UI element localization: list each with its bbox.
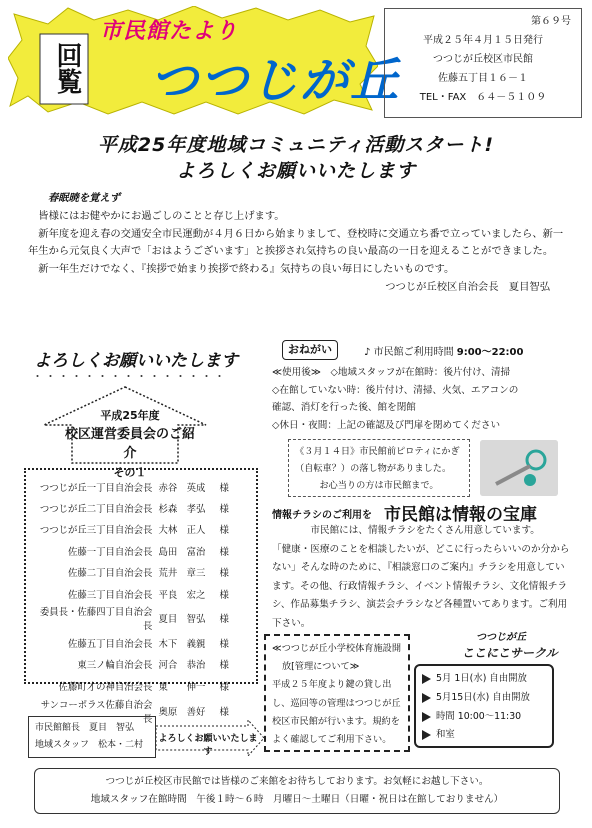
table-row [32, 604, 250, 632]
usage-rules [272, 364, 572, 434]
usage-line: ◇休日・夜間：上記の確認及び門扉を閉めてください [272, 419, 501, 431]
footer-box [34, 768, 560, 814]
footer-line-2: 地域スタッフ在館時間 午後１時～６時 月曜日～土曜日（日曜・祝日は在館しておりません） [90, 794, 504, 805]
table-row [32, 654, 250, 675]
committee-members-table [24, 468, 258, 725]
flyer-lead: 情報チラシのご利用を [272, 510, 372, 521]
hours-value: 9:00～22:00 [456, 347, 524, 358]
member-org: つつじが丘三丁目自治会長 [39, 525, 153, 537]
member-name: 島田 富治 [158, 546, 206, 558]
publish-date: 平成２５年４月１５日発行 [423, 35, 543, 46]
park-line: し、巡回等の管理はつつじが丘 [272, 697, 401, 709]
lost-line: （自転車？）の落し物がありました。 [295, 463, 452, 474]
schedule-row: 5月 1日(水) 自由開放 [422, 670, 546, 689]
member-name: 河合 恭治 [158, 660, 206, 672]
member-suffix: 様 [219, 568, 229, 580]
member-org: 佐藤五丁目自治会長 [68, 639, 153, 651]
flyer-body [272, 522, 572, 634]
member-name: 東 伸一 [158, 681, 206, 693]
flyer-line: 「健康・医療のことを相談したいが、どこに行ったらいいのか分からない」そんな時のために、『相談窓口のご案内』チラシを用意しています。その他、行政情報チラシ、イベント情報チラシ、文化情報チラシ、作品募集チラシ、演芸会チラシなど各種置いてあります。ご利用下さい。 [272, 543, 570, 629]
member-name: 大林 正人 [158, 525, 206, 537]
onegai-badge: おねがい [282, 340, 338, 360]
table-row [32, 519, 250, 540]
member-org: 佐藤町才の神自治会長 [58, 681, 153, 693]
member-suffix: 様 [219, 639, 229, 651]
member-suffix: 様 [219, 589, 229, 601]
greeting-signature: つつじが丘校区自治会長 夏目智弘 [385, 280, 550, 293]
usage-line: ≪使用後≫ ◇地域スタッフが在館時：後片付け、清掃 [272, 367, 511, 378]
greeting-paragraph: 新一年生だけでなく、『挨拶で始まり挨拶で終わる』気持ちの良い毎日にしたいものです。 [38, 263, 455, 276]
banner-line-1: 平成25年度地域コミュニティ活動スタート! [97, 134, 495, 156]
greeting-paragraph: 皆様にはお健やかにお過ごしのことと存じ上げます。 [38, 209, 285, 222]
flyer-line: 市民館には、情報チラシをたくさん用意しています。 [310, 525, 540, 536]
circulate-label: 回覧 [52, 42, 82, 94]
member-org: つつじが丘二丁目自治会長 [39, 504, 153, 516]
bell-icon: ♪ [364, 347, 371, 358]
greeting-paragraph: 新年度を迎え春の交通安全市民運動が４月６日から始まりまして、登校時に交通立ち番で立っていましたら、新一年生から元気良く大声で「おはようございます」と挨拶され気持ちの良い最高の一日を迎えることができました。 [28, 227, 564, 258]
member-name: 荒井 章三 [158, 568, 206, 580]
staff-box [28, 716, 156, 758]
member-name: 平良 宏之 [158, 589, 206, 601]
table-row [32, 583, 250, 604]
park-line: ≪つつじが丘小学校体育施設開 [272, 643, 402, 654]
dotted-divider: ・・・・・・・・・・・・・・・ [32, 370, 227, 383]
schedule-row: 時間 10:00～11:30 [422, 708, 546, 727]
table-row [32, 632, 250, 653]
notice-part: その１ [113, 466, 147, 479]
staff-local: 地域スタッフ 松本・二村 [35, 740, 144, 750]
publisher-tel: TEL・FAX ６４－５１０９ [419, 92, 547, 103]
newsletter-title: つつじが丘 [150, 53, 401, 109]
hours-label: 市民館ご利用時間 [373, 347, 454, 358]
publisher-address: 佐藤五丁目１６－１ [438, 73, 528, 84]
member-org: 佐藤一丁目自治会長 [68, 546, 153, 558]
table-row [32, 497, 250, 518]
issue-info-box [384, 8, 582, 118]
member-suffix: 様 [219, 504, 229, 516]
left-heading: よろしくお願いいたします [34, 351, 238, 371]
member-suffix: 様 [219, 660, 229, 672]
table-row [32, 562, 250, 583]
member-name: 赤谷 英成 [158, 482, 206, 494]
member-org: サンコーポラス佐藤自治会長 [40, 699, 153, 725]
table-row [32, 675, 250, 696]
park-line: 放[管理について≫ [282, 661, 360, 673]
flyer-title: 市民館は情報の宝庫 [384, 505, 537, 525]
school-facility-notice [264, 634, 410, 752]
schedule-row: 5月15日(水) 自由開放 [422, 689, 546, 708]
arrow-banner-text: よろしくお願いいたします [158, 734, 258, 757]
lost-line: 《３月１４日》市民館前ピロティにかぎ [295, 446, 460, 457]
table-row [32, 476, 250, 497]
staff-director: 市民館館長 夏目 智弘 [35, 723, 135, 733]
circle-name-line-1: つつじが丘 [476, 632, 526, 643]
notice-title: 校区運営委員会のご紹介 [64, 427, 195, 461]
park-line: よく確認してご利用下さい。 [272, 734, 392, 746]
notice-year: 平成25年度 [100, 409, 160, 422]
member-suffix: 様 [219, 706, 229, 718]
footer-line-1: つつじが丘校区市民館では皆様のご来館をお待ちしております。お気軽にお越し下さい。 [105, 776, 489, 787]
member-suffix: 様 [219, 525, 229, 537]
member-org: 委員長・佐藤四丁目自治会長 [39, 607, 153, 633]
member-name: 杉森 孝弘 [158, 504, 206, 516]
member-suffix: 様 [219, 614, 229, 626]
greeting-section [28, 190, 564, 297]
schedule-row: 和室 [422, 726, 546, 745]
usage-line: 確認、消灯を行った後、館を閉館 [272, 402, 416, 414]
member-org: 佐藤二丁目自治会長 [68, 568, 153, 580]
circle-name-line-2: ここにこサークル [462, 646, 558, 660]
member-suffix: 様 [219, 546, 229, 558]
usage-line: ◇在館していない時：後片付け、清掃、火気、エアコンの [272, 384, 519, 396]
park-line: 平成２５年度より鍵の貸し出 [272, 679, 392, 691]
hours-line [364, 343, 523, 358]
member-org: 東三ノ輪自治会長 [77, 660, 153, 672]
banner-line-2: よろしくお願いいたします [175, 160, 416, 182]
member-suffix: 様 [219, 681, 229, 693]
greeting-heading: 春眠暁を覚えず [48, 192, 121, 204]
member-org: つつじが丘一丁目自治会長 [39, 482, 153, 494]
member-name: 夏目 智弘 [158, 614, 206, 626]
lost-line: お心当りの方は市民館まで。 [319, 480, 439, 491]
member-org: 佐藤三丁目自治会長 [68, 589, 153, 601]
park-line: 校区市民館が行います。規約を [272, 715, 400, 727]
newsletter-subtitle: 市民館たより [100, 19, 239, 44]
table-row [32, 540, 250, 561]
member-name: 木下 義親 [158, 639, 206, 651]
member-name: 奥原 善好 [158, 706, 206, 718]
publisher-org: つつじが丘校区市民館 [433, 54, 533, 65]
lost-item-notice [288, 439, 470, 497]
issue-number: 第６９号 [531, 16, 571, 27]
circle-schedule-sign [414, 664, 554, 748]
keys-photo [480, 440, 558, 496]
member-suffix: 様 [219, 482, 229, 494]
